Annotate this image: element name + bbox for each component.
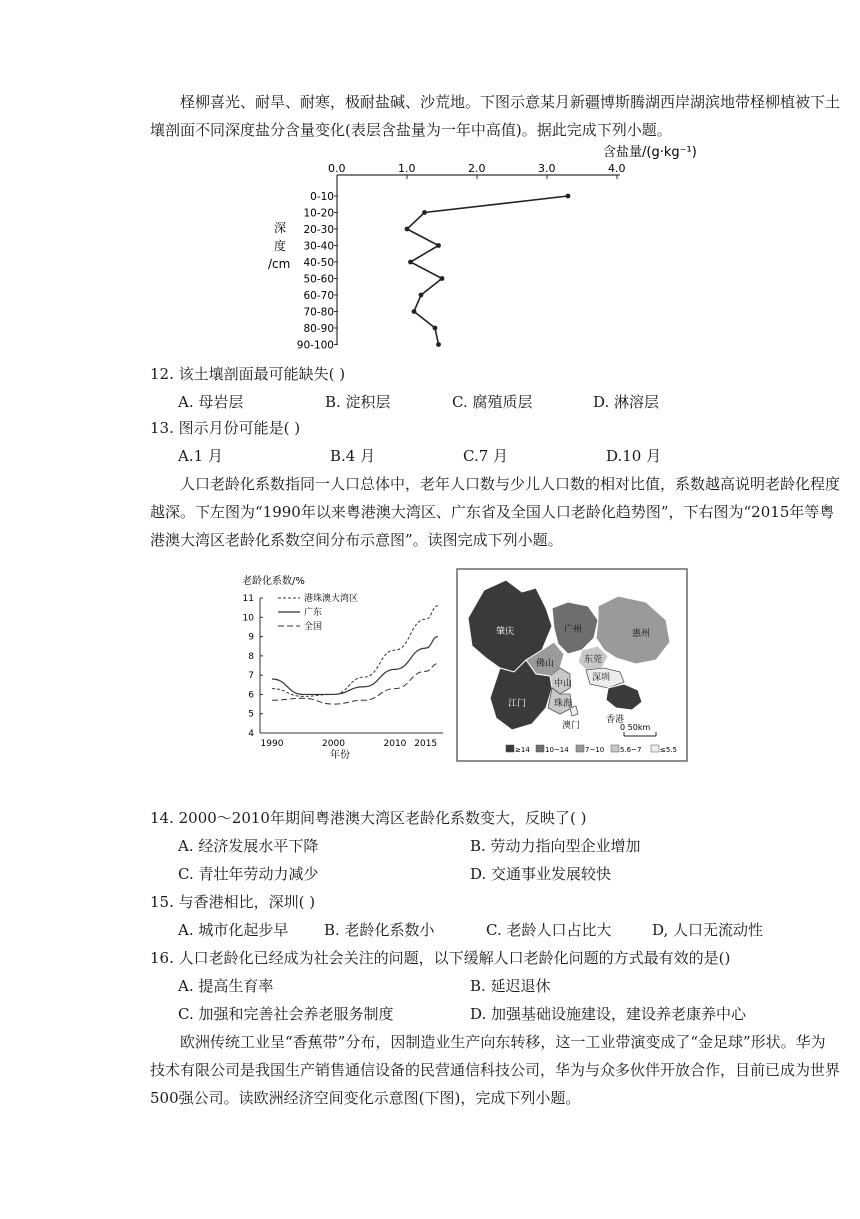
q13-option-b[interactable]: B.4 月 [330, 447, 376, 465]
soil-depth-label: 60-70 [303, 290, 334, 302]
soil-depth-label: 90-100 [296, 339, 334, 352]
soil-y-label-char: 深 [274, 221, 287, 235]
map-scale-label: 0 50km [620, 723, 651, 732]
aging-y-tick: 9 [248, 632, 254, 643]
q14-option-c[interactable]: C. 青壮年劳动力减少 [178, 865, 319, 883]
city-label-huizhou: 惠州 [632, 629, 651, 639]
q12-option-a[interactable]: A. 母岩层 [178, 393, 244, 411]
aging-y-tick: 5 [248, 709, 254, 720]
map-legend-label: 5.6~7 [620, 746, 642, 754]
soil-salinity-line [407, 196, 568, 345]
aging-y-tick: 7 [248, 671, 254, 682]
q16-option-b[interactable]: B. 延迟退休 [470, 977, 551, 995]
aging-series-line [272, 664, 438, 705]
city-label-guangzhou: 广州 [564, 625, 583, 635]
soil-depth-label: 10-20 [303, 207, 334, 220]
soil-y-label-char: 度 [274, 239, 287, 253]
soil-chart-title: 含盐量/(g·kg⁻¹) [603, 145, 697, 160]
aging-y-tick: 10 [242, 613, 254, 624]
city-label-jiangmen: 江门 [508, 699, 527, 709]
aging-x-ticks [261, 739, 438, 749]
q12-option-b[interactable]: B. 淀积层 [325, 393, 391, 411]
soil-x-tick: 3.0 [538, 162, 556, 175]
soil-data-point [566, 194, 571, 199]
city-label-dongguan: 东莞 [584, 655, 603, 665]
soil-data-point [436, 342, 441, 347]
soil-data-point [412, 309, 417, 314]
map-legend-swatch [536, 745, 544, 752]
q12-option-d[interactable]: D. 淋溶层 [593, 393, 660, 411]
city-label-macau: 澳门 [562, 721, 581, 731]
map-legend-label: ≥14 [515, 746, 530, 754]
city-label-zhuhai: 珠海 [554, 699, 573, 709]
aging-x-tick: 2000 [322, 739, 345, 749]
aging-y-label: 老龄化系数/% [242, 576, 305, 587]
city-label-hongkong: 香港 [606, 715, 625, 725]
soil-data-point [405, 227, 410, 232]
soil-data-point [422, 210, 427, 215]
question-16: 16. 人口老龄化已经成为社会关注的问题，以下缓解人口老龄化问题的方式最有效的是() [150, 949, 731, 967]
soil-x-tick: 0.0 [328, 162, 346, 175]
q16-option-d[interactable]: D. 加强基础设施建设，建设养老康养中心 [470, 1005, 747, 1023]
aging-trend-chart [238, 568, 450, 764]
q15-option-b[interactable]: B. 老龄化系数小 [324, 921, 435, 939]
q13-option-d[interactable]: D.10 月 [606, 447, 662, 465]
q16-option-c[interactable]: C. 加强和完善社会养老服务制度 [178, 1005, 394, 1023]
soil-data-point [436, 243, 441, 248]
map-legend-label: 7~10 [585, 746, 605, 754]
aging-y-tick: 4 [248, 729, 254, 739]
question-14: 14. 2000～2010年期间粤港澳大湾区老龄化系数变大，反映了( ) [150, 809, 587, 827]
city-label-zhongshan: 中山 [554, 679, 573, 689]
soil-data-point [419, 293, 424, 298]
soil-data-point [408, 260, 413, 265]
intro-paragraph-2: 人口老龄化系数指同一人口总体中，老年人口数与少儿人口数的相对比值，系数越高说明老龄化程度越深。下左图为“1990年以来粤港澳大湾区、广东省及全国人口老龄化趋势图”，下右图为“2015年等粤港澳大湾区老龄化系数空间分布示意图”。读图完成下列小题。 [150, 475, 841, 549]
aging-legend-label: 港珠澳大湾区 [304, 594, 359, 604]
q15-option-d[interactable]: D, 人口无流动性 [652, 921, 764, 939]
map-legend-label: ≤5.5 [660, 746, 677, 754]
aging-series-line [272, 637, 438, 695]
map-legend-swatch [611, 745, 619, 752]
q13-option-c[interactable]: C.7 月 [463, 447, 509, 465]
q15-option-a[interactable]: A. 城市化起步早 [178, 921, 289, 939]
soil-x-ticks [328, 162, 626, 179]
aging-legend-label: 全国 [304, 622, 323, 632]
q15-option-c[interactable]: C. 老龄人口占比大 [486, 921, 612, 939]
soil-x-tick: 2.0 [468, 162, 486, 175]
soil-y-label [268, 221, 290, 271]
city-label-foshan: 佛山 [536, 659, 555, 669]
soil-depth-label: 70-80 [303, 306, 334, 319]
soil-data-point [440, 276, 445, 281]
q16-option-a[interactable]: A. 提高生育率 [178, 977, 274, 995]
aging-legend-label: 广东 [304, 608, 323, 618]
soil-depth-label: 30-40 [303, 240, 334, 253]
soil-salinity-chart [262, 140, 697, 352]
soil-depth-labels [297, 191, 338, 352]
q14-option-b[interactable]: B. 劳动力指向型企业增加 [470, 837, 641, 855]
aging-y-tick: 8 [248, 651, 254, 662]
soil-depth-label: 80-90 [303, 323, 334, 335]
map-legend-swatch [651, 745, 659, 752]
aging-legend [278, 592, 358, 632]
soil-x-tick: 4.0 [608, 162, 626, 175]
soil-depth-label: 20-30 [303, 224, 334, 236]
soil-depth-label: 40-50 [303, 257, 334, 269]
map-legend-swatch [506, 745, 514, 752]
q14-option-d[interactable]: D. 交通事业发展较快 [470, 865, 612, 883]
aging-series-lines [272, 606, 438, 704]
soil-depth-label: 50-60 [303, 273, 334, 286]
intro-paragraph-3: 欧洲传统工业呈“香蕉带”分布，因制造业生产向东转移，这一工业带演变成了“金足球”形状。华为技术有限公司是我国生产销售通信设备的民营通信科技公司，华为与众多伙伴开放合作，目前已成为世界500强公司。读欧洲经济空间变化示意图(下图)，完成下列小题。 [150, 1033, 841, 1107]
city-label-zhaoqing: 肇庆 [496, 627, 515, 637]
aging-x-label: 年份 [330, 750, 350, 761]
soil-data-point [433, 326, 438, 331]
soil-x-tick: 1.0 [398, 162, 416, 175]
aging-y-tick: 6 [248, 690, 254, 701]
aging-x-tick: 2015 [414, 739, 438, 749]
soil-depth-label: 0-10 [310, 191, 334, 203]
question-12: 12. 该土壤剖面最可能缺失( ) [150, 365, 346, 383]
soil-y-label-char: /cm [268, 257, 291, 271]
question-15: 15. 与香港相比，深圳( ) [150, 893, 316, 911]
q13-option-a[interactable]: A.1 月 [178, 447, 223, 465]
city-label-shenzhen: 深圳 [592, 673, 611, 683]
gba-aging-map [456, 568, 688, 762]
map-legend-swatch [576, 745, 584, 752]
q14-option-a[interactable]: A. 经济发展水平下降 [178, 837, 319, 855]
question-13: 13. 图示月份可能是( ) [150, 419, 301, 437]
aging-x-tick: 1990 [260, 739, 284, 749]
q12-option-c[interactable]: C. 腐殖质层 [452, 393, 533, 411]
aging-y-tick: 11 [242, 594, 254, 604]
intro-paragraph-1: 柽柳喜光、耐旱、耐寒，极耐盐碱、沙荒地。下图示意某月新疆博斯腾湖西岸湖滨地带柽柳植被下土壤剖面不同深度盐分含量变化(表层含盐量为一年中高值)。据此完成下列小题。 [150, 93, 841, 139]
aging-x-tick: 2010 [383, 739, 407, 749]
map-legend-label: 10~14 [545, 746, 569, 754]
aging-series-line [272, 606, 438, 697]
